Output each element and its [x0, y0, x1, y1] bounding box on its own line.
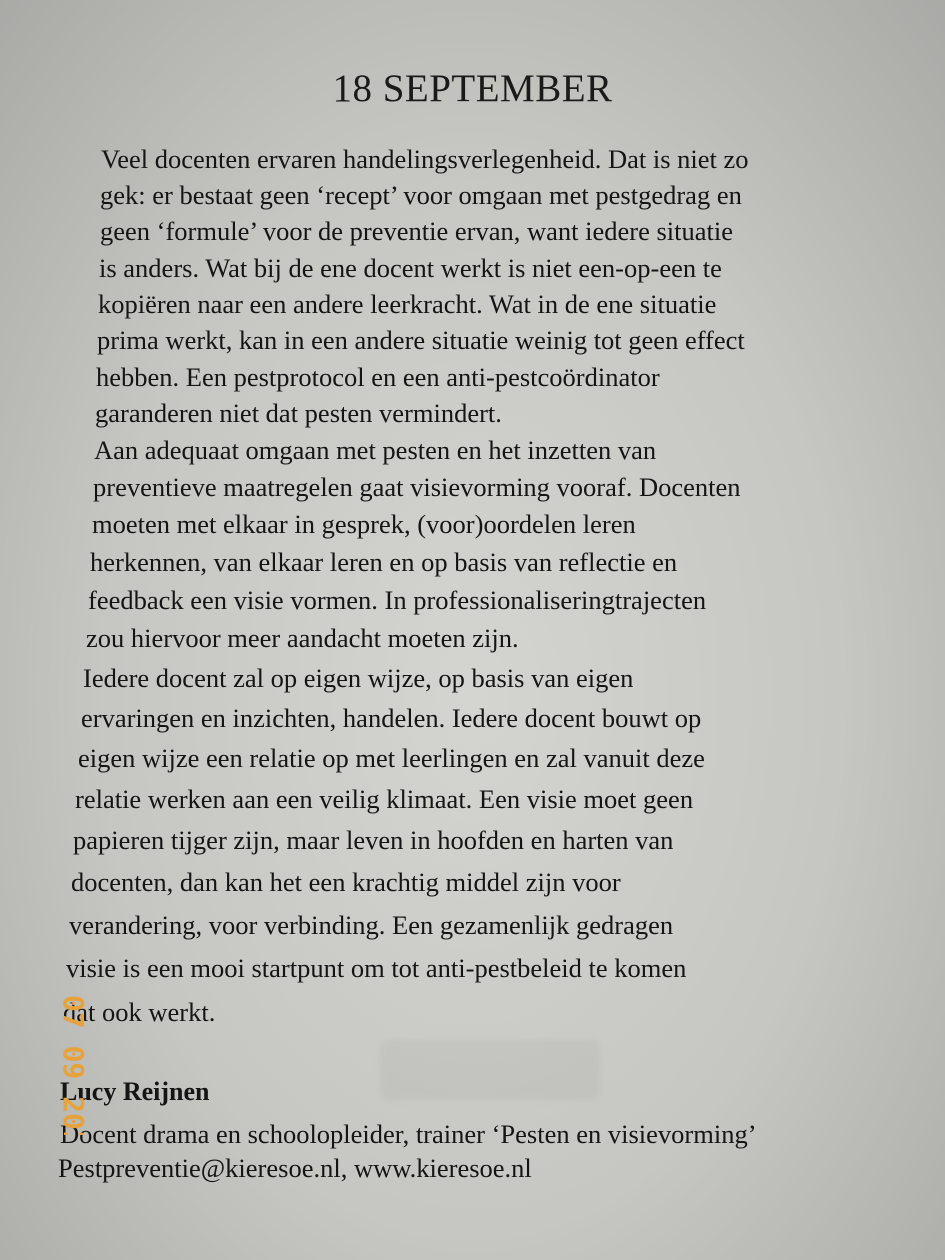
body-line: moeten met elkaar in gesprek, (voor)oordelen leren	[92, 509, 636, 539]
body-line: herkennen, van elkaar leren en op basis van reflectie en	[90, 547, 678, 577]
body-line: Iedere docent zal op eigen wijze, op basis van eigen	[83, 663, 634, 693]
body-line: ervaringen en inzichten, handelen. Iedere docent bouwt op	[81, 703, 702, 733]
page-title: 18 SEPTEMBER	[332, 67, 613, 110]
author-name: Lucy Reijnen	[60, 1077, 210, 1106]
body-line: Veel docenten ervaren handelingsverlegenheid. Dat is niet zo	[101, 144, 749, 174]
body-line: docenten, dan kan het een krachtig middel zijn voor	[71, 867, 621, 897]
body-line: hebben. Een pestprotocol en een anti-pestcoördinator	[96, 362, 660, 392]
body-line: kopiëren naar een andere leerkracht. Wat in de ene situatie	[98, 289, 717, 319]
author-role: Docent drama en schoolopleider, trainer ‘Pesten en visievorming’	[60, 1119, 757, 1149]
body-line: papieren tijger zijn, maar leven in hoofden en harten van	[73, 825, 674, 855]
body-line: is anders. Wat bij de ene docent werkt is niet een-op-een te	[99, 253, 722, 283]
body-line: zou hiervoor meer aandacht moeten zijn.	[86, 623, 519, 653]
body-line: feedback een visie vormen. In professionaliseringtrajecten	[88, 585, 707, 615]
body-line: gek: er bestaat geen ‘recept’ voor omgaan met pestgedrag en	[100, 180, 742, 210]
body-line: garanderen niet dat pesten vermindert.	[95, 398, 502, 428]
body-line: dat ook werkt.	[63, 997, 216, 1027]
body-line: relatie werken aan een veilig klimaat. Een visie moet geen	[75, 784, 694, 814]
body-line: preventieve maatregelen gaat visievorming vooraf. Docenten	[93, 472, 741, 502]
author-contact: Pestpreventie@kieresoe.nl, www.kieresoe.nl	[58, 1153, 532, 1183]
body-line: geen ‘formule’ voor de preventie ervan, want iedere situatie	[100, 216, 734, 246]
body-line: eigen wijze een relatie op met leerlingen en zal vanuit deze	[78, 743, 705, 773]
bleed-through-shadow	[380, 1040, 600, 1100]
body-line: prima werkt, kan in een andere situatie weinig tot geen effect	[97, 325, 745, 355]
body-line: visie is een mooi startpunt om tot anti-pestbeleid te komen	[66, 953, 687, 983]
body-line: Aan adequaat omgaan met pesten en het inzetten van	[94, 435, 657, 465]
datestamp-text: 07 09 2017	[57, 995, 90, 1135]
body-line: verandering, voor verbinding. Een gezamenlijk gedragen	[69, 910, 674, 940]
